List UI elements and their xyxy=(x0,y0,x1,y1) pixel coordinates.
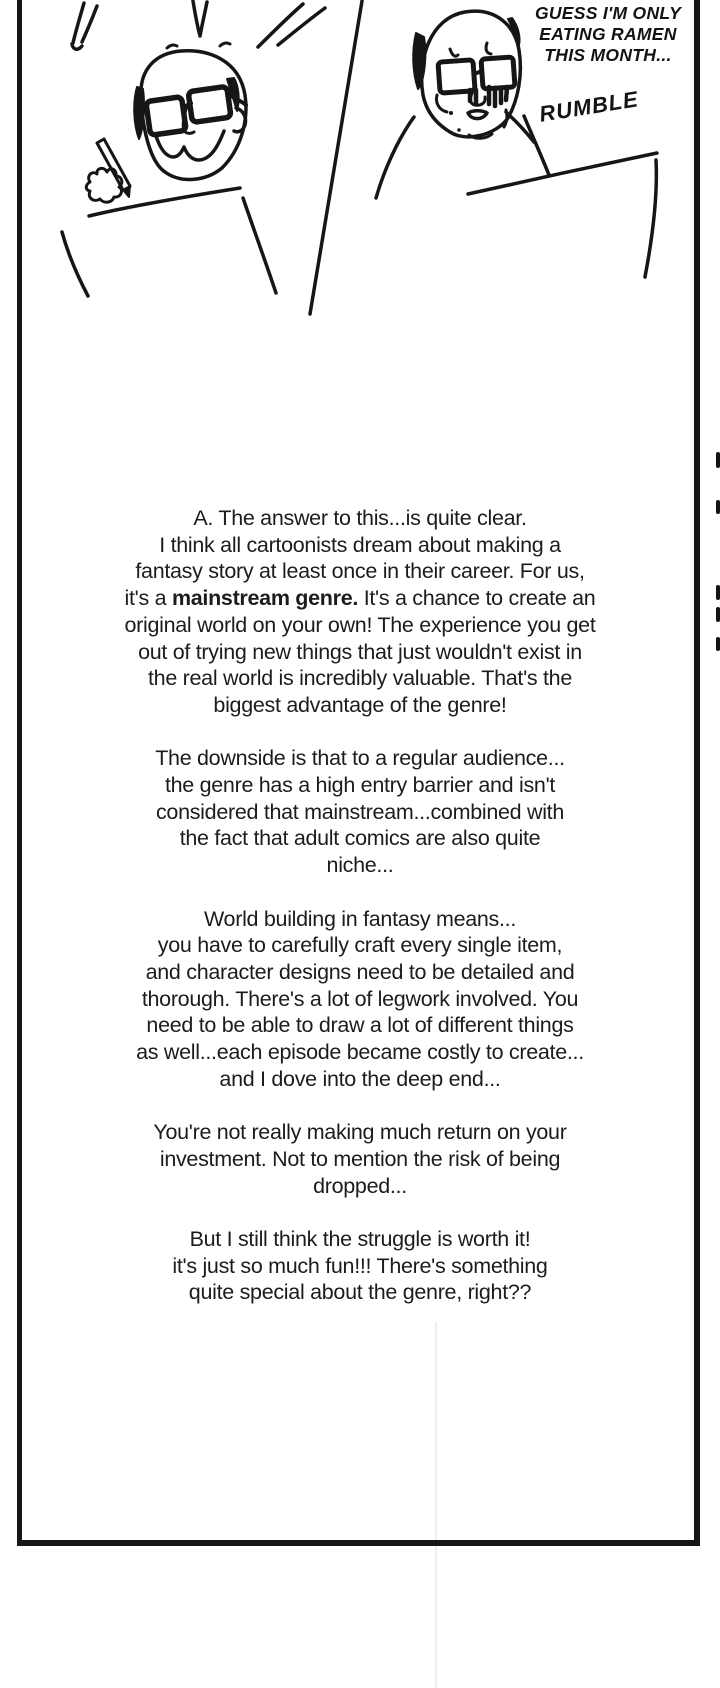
hair-patch-left xyxy=(413,33,425,89)
answer-line: out of trying new things that just wouldn't exist in xyxy=(138,639,582,664)
answer-line: the fact that adult comics are also quite xyxy=(179,826,541,851)
glasses-right-lens xyxy=(188,86,231,122)
happy-cartoonist-figure xyxy=(62,43,276,296)
eyebrow-left xyxy=(167,45,177,48)
answer-line: and character designs need to be detailed and xyxy=(145,959,575,984)
glasses-left-lens xyxy=(146,97,186,136)
hair-patch-right xyxy=(508,18,520,45)
sfx-rumble: RUMBLE xyxy=(537,86,641,127)
glasses-bridge xyxy=(474,71,482,74)
answer-line: original world on your own! The experience you get xyxy=(124,612,596,637)
hand xyxy=(86,168,122,202)
ear-right xyxy=(234,108,246,132)
answer-line: as well...each episode became costly to create... xyxy=(136,1040,584,1065)
answer-line: it's just so much fun!!! There's something xyxy=(172,1253,548,1278)
panel-border-left xyxy=(17,0,22,1546)
shoulder-left xyxy=(376,117,414,198)
answer-line: You're not really making much return on your xyxy=(153,1120,567,1145)
arm-vertical-line xyxy=(645,160,656,277)
answer-line: thorough. There's a lot of legwork involved. You xyxy=(141,986,579,1011)
edge-cutoff-mark xyxy=(716,637,720,651)
eyebrow-right xyxy=(220,43,230,46)
chin-dot xyxy=(457,128,461,132)
answer-line: considered that mainstream...combined with xyxy=(155,799,565,824)
edge-cutoff-mark xyxy=(716,607,720,622)
answer-line: biggest advantage of the genre! xyxy=(213,692,507,717)
answer-line: I think all cartoonists dream about making a xyxy=(159,532,561,557)
answer-line: But I still think the struggle is worth it! xyxy=(189,1226,531,1251)
speech-line: GUESS I'M ONLY xyxy=(534,3,682,23)
cheek-dot xyxy=(449,111,453,115)
panel-divider-line xyxy=(310,1,362,314)
hair-patch-left xyxy=(134,87,144,139)
pen-tip xyxy=(123,186,130,197)
panel-border-bottom xyxy=(17,1540,700,1546)
pen xyxy=(97,139,130,190)
answer-line: the real world is incredibly valuable. That's the xyxy=(147,666,572,691)
answer-paragraph xyxy=(20,745,700,879)
answer-line: the genre has a high entry barrier and isn't xyxy=(164,773,556,798)
answer-paragraph xyxy=(20,1226,700,1306)
answer-line: you have to carefully craft every single item, xyxy=(157,933,563,958)
answer-line: and I dove into the deep end... xyxy=(219,1066,501,1091)
answer-line: investment. Not to mention the risk of being xyxy=(159,1146,561,1171)
speed-lines-top xyxy=(193,1,207,36)
mouth xyxy=(468,111,487,119)
body-line-right xyxy=(243,198,276,293)
sweat-drop-right xyxy=(486,43,491,54)
speech-line: EATING RAMEN xyxy=(539,24,677,44)
desk-line xyxy=(468,153,657,194)
answer-line: it's a mainstream genre. It's a chance to create an xyxy=(124,586,596,611)
speed-lines-left xyxy=(72,3,97,49)
body-line-left xyxy=(62,232,88,296)
edge-cutoff-mark xyxy=(716,452,720,468)
edge-cutoff-mark xyxy=(716,500,720,514)
answer-line: World building in fantasy means... xyxy=(203,906,517,931)
edge-cutoff-mark xyxy=(716,585,720,600)
answer-line: dropped... xyxy=(313,1173,407,1198)
answer-line: need to be able to draw a lot of different things xyxy=(146,1013,574,1038)
image-seam-line xyxy=(435,1322,437,1688)
answer-line: The downside is that to a regular audience... xyxy=(155,746,565,771)
glasses-right-lens xyxy=(481,57,515,89)
sweat-drop-left xyxy=(450,49,458,56)
answer-line: niche... xyxy=(326,853,394,878)
answer-line: A. The answer to this...is quite clear. xyxy=(193,506,527,530)
tear-streaks xyxy=(470,87,507,106)
answer-line: quite special about the genre, right?? xyxy=(188,1280,532,1305)
speed-lines-right xyxy=(258,4,325,47)
answer-paragraph xyxy=(20,505,700,719)
answer-paragraph xyxy=(20,1119,700,1199)
answer-text xyxy=(20,505,700,1306)
answer-paragraph xyxy=(20,906,700,1093)
panel-border-right xyxy=(694,0,700,1546)
speech-line: THIS MONTH... xyxy=(544,45,672,65)
cheek-hook xyxy=(436,95,447,112)
speech-text xyxy=(523,3,693,66)
answer-line: fantasy story at least once in their career. For us, xyxy=(135,559,585,584)
